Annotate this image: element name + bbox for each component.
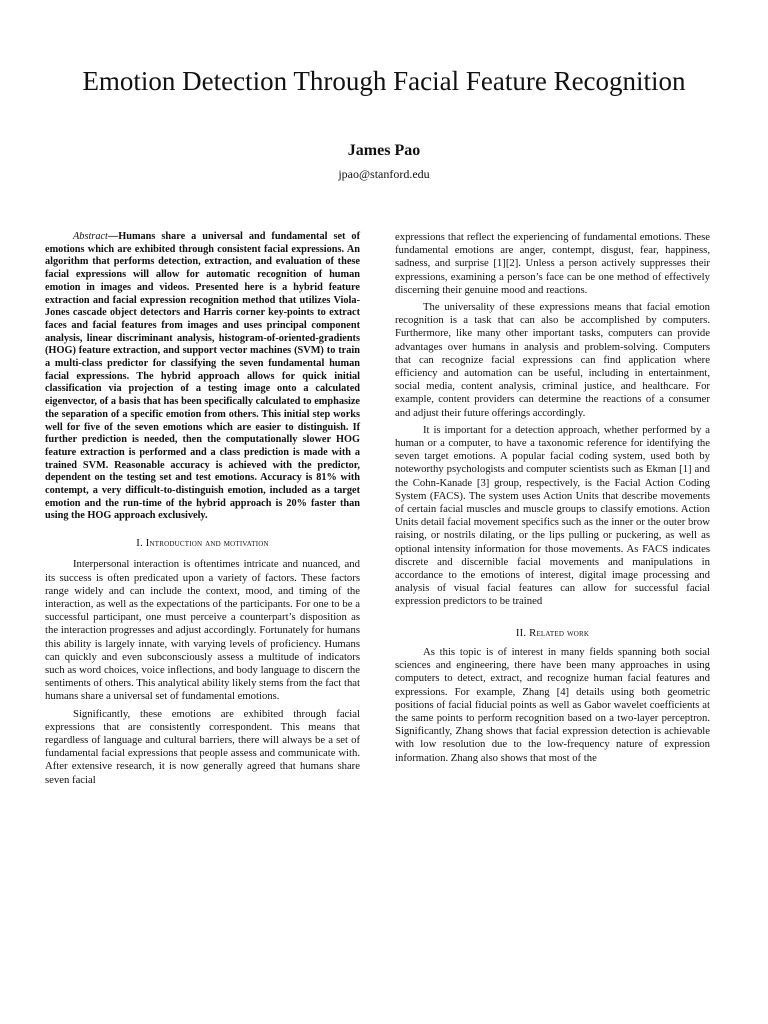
paragraph: Significantly, these emotions are exhibited through facial expressions that are consistently correspondent. This means that regardless of language and cultural barriers, there will always be a set of fundamental facial expressions that people assess and communicate with. After extensive research, it is now generally agreed that humans share seven facial bbox=[45, 707, 360, 786]
section-number: I. bbox=[136, 537, 143, 550]
left-column bbox=[45, 231, 360, 791]
paper-title: Emotion Detection Through Facial Feature Recognition bbox=[82, 66, 686, 96]
author-name: James Pao bbox=[347, 142, 421, 159]
abstract-text: —Humans share a universal and fundamental set of emotions which are exhibited through consistent facial expressions. An algorithm that performs detection, extraction, and evaluation of these facial expressions will allow for automatic recognition of human emotion in images and videos. Presented here is a hybrid feature extraction and facial expression recognition method that utilizes Viola-Jones cascade object detectors and Harris corner key-points to extract faces and facial features from images and uses principal component analysis, linear discriminant analysis, histogram-of-oriented-gradients (HOG) feature extraction, and support vector machines (SVM) to train a multi-class predictor for classifying the seven fundamental human facial expressions. The hybrid approach allows for quick initial classification via projection of a testing image onto a calculated eigenvector, of a basis that has been specifically calculated to emphasize the separation of a specific emotion from others. This initial step works well for five of the seven emotions which are easier to distinguish. If further prediction is needed, then the computationally slower HOG feature extraction is performed and a class prediction is made with a trained SVM. Reasonable accuracy is achieved with the predictor, dependent on the testing set and test emotions. Accuracy is 81% with contempt, a very difficult-to-distinguish emotion, included as a target emotion and the run-time of the hybrid approach is 20% faster than using the HOG approach exclusively. bbox=[45, 231, 360, 522]
paragraph: expressions that reflect the experiencing of fundamental emotions. These fundamental emotions are anger, contempt, disgust, fear, happiness, sadness, and surprise [1][2]. Unless a person actively suppresses their expressions, examining a person’s face can be one method of effectively discerning their genuine mood and reactions. bbox=[395, 231, 710, 296]
right-column bbox=[395, 231, 710, 769]
author-email: jpao@stanford.edu bbox=[338, 167, 430, 181]
abstract-lead: Abstract bbox=[73, 231, 108, 242]
paragraph: It is important for a detection approach, whether performed by a human or a computer, to have a taxonomic reference for identifying the seven target emotions. A popular facial coding system, used both by noteworthy psychologists and computer scientists such as Ekman [1] and the Cohn-Kanade [3] group, respectively, is the Facial Action Coding System (FACS). The system uses Action Units that describe movements of certain facial muscles and muscle groups to classify emotions. Action Units detail facial movement specifics such as the inner or the outer brow raising, or nostrils dilating, or the lips pulling or puckering, as well as optional intensity information for those movements. As FACS indicates discrete and discernible facial movements and manipulations in accordance to the emotions of interest, digital image processing and analysis of visual facial features can allow for successful facial expression predictors to be trained bbox=[395, 423, 710, 608]
section-title: Related work bbox=[529, 626, 590, 639]
section-heading-related-work bbox=[395, 627, 710, 640]
paragraph: The universality of these expressions means that facial emotion recognition is a task that can also be accomplished by computers. Furthermore, like many other important tasks, computers can provide advantages over humans in analysis and problem-solving. Computers that can recognize facial expressions can find application where efficiency and automation can be useful, including in entertainment, social media, content analysis, criminal justice, and healthcare. For example, content providers can determine the reactions of a consumer and adjust their future offerings accordingly. bbox=[395, 301, 710, 419]
paragraph: As this topic is of interest in many fields spanning both social sciences and engineering, there have been many approaches in using computers to detect, extract, and recognize human facial features and expressions. For example, Zhang [4] details using both geometric positions of facial fiducial points as well as Gabor wavelet coefficients at the same points to perform recognition based on a two-layer perceptron. Significantly, Zhang shows that facial expression detection is achievable with low resolution due to the low-frequency nature of expression information. Zhang also shows that most of the bbox=[395, 645, 710, 764]
section-number: II. bbox=[515, 626, 527, 639]
abstract bbox=[45, 231, 360, 523]
paragraph: Interpersonal interaction is oftentimes intricate and nuanced, and its success is often predicated upon a variety of factors. These factors range widely and can include the context, mood, and timing of the interaction, as well as the expectations of the participants. For one to be a successful participant, one must perceive a counterpart’s disposition as the interaction progresses and adjust accordingly. Fortunately for humans this ability is largely innate, with varying levels of proficiency. Humans can quickly and even subconsciously assess a multitude of indicators such as word choices, voice inflections, and body language to discern the sentiments of others. This analytical ability likely stems from the fact that humans share a universal set of fundamental emotions. bbox=[45, 558, 361, 703]
section-title: Introduction and motivation bbox=[145, 537, 269, 550]
section-heading-introduction bbox=[45, 537, 360, 550]
